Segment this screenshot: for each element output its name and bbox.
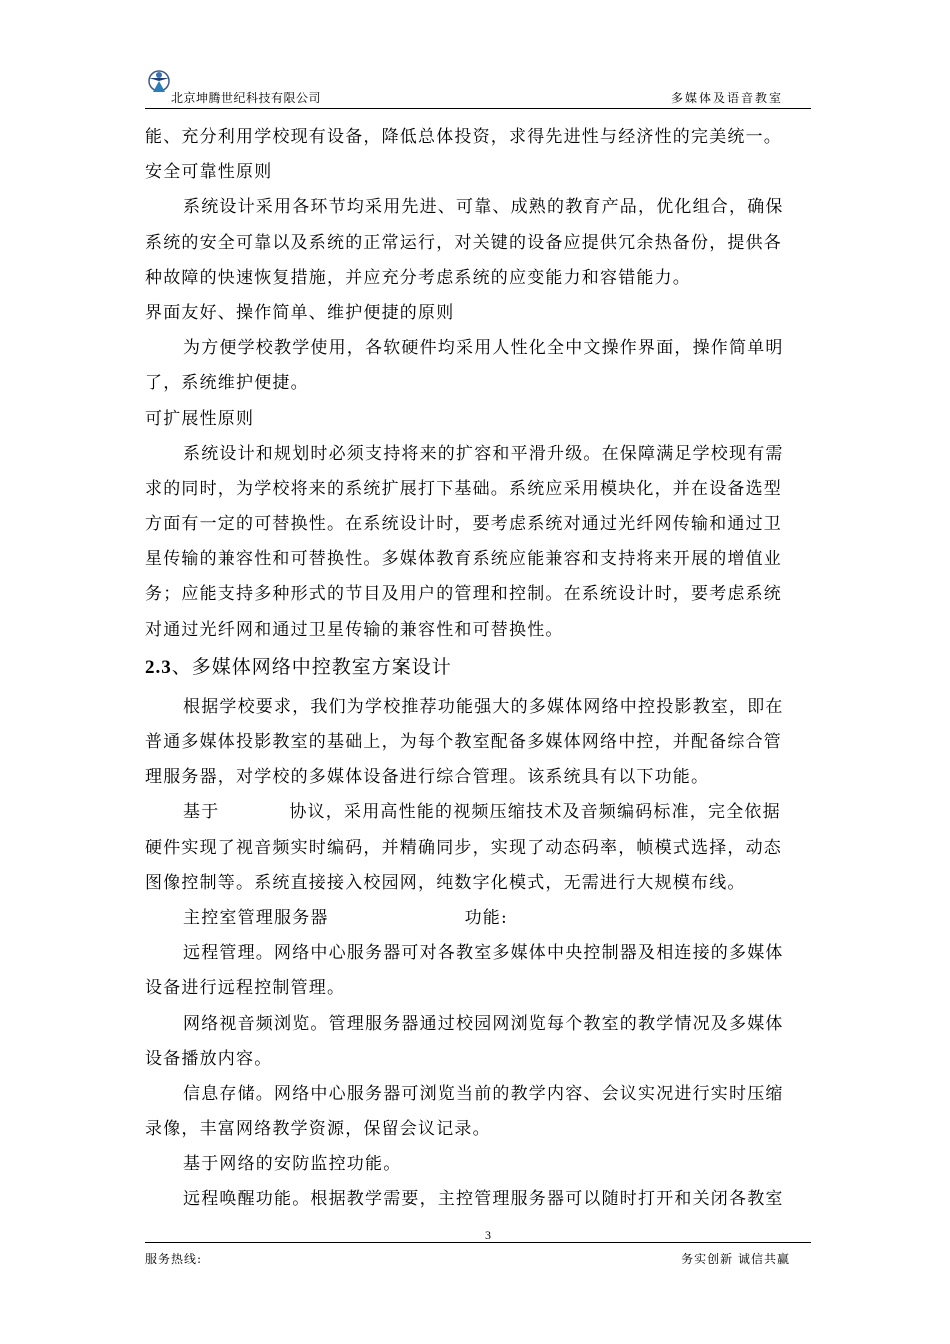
based-on-text: 基于 xyxy=(183,802,220,823)
header-title: 多媒体及语音教室 xyxy=(670,91,783,105)
footer-slogan: 务实创新 诚信共赢 xyxy=(681,1252,790,1266)
paragraph-line xyxy=(145,901,811,936)
document-body xyxy=(145,120,811,1218)
section-title: 界面友好、操作简单、维护便捷的原则 xyxy=(145,302,455,323)
paragraph-line: 方面有一定的可替换性。在系统设计时，要考虑系统对通过光纤网传输和通过卫 xyxy=(145,514,782,535)
paragraph-line: 了，系统维护便捷。 xyxy=(145,373,309,394)
paragraph-line xyxy=(145,795,811,830)
paragraph-line: 务；应能支持多种形式的节目及用户的管理和控制。在系统设计时，要考虑系统 xyxy=(145,584,782,605)
paragraph-line: 普通多媒体投影教室的基础上，为每个教室配备多媒体网络中控，并配备综合管 xyxy=(145,732,782,752)
paragraph-line: 理服务器，对学校的多媒体设备进行综合管理。该系统具有以下功能。 xyxy=(145,767,710,788)
section-title: 安全可靠性原则 xyxy=(145,162,273,183)
paragraph-line: 设备播放内容。 xyxy=(145,1048,273,1069)
based-on-rest: 协议，采用高性能的视频压缩技术及音频编码标准，完全依据 xyxy=(289,802,781,823)
main-server-text: 主控室管理服务器 xyxy=(183,907,329,928)
service-hotline: 服务热线: xyxy=(145,1252,203,1266)
paragraph-line: 远程唤醒功能。根据教学需要，主控管理服务器可以随时打开和关闭各教室 xyxy=(183,1189,784,1210)
company-name: 北京坤腾世纪科技有限公司 xyxy=(171,91,322,105)
footer-divider xyxy=(145,1242,811,1243)
paragraph-line: 求的同时，为学校将来的系统扩展打下基础。系统应采用模块化，并在设备选型 xyxy=(145,478,782,499)
paragraph-line: 录像，丰富网络教学资源，保留会议记录。 xyxy=(145,1119,491,1140)
paragraph-line: 网络视音频浏览。管理服务器通过校园网浏览每个教室的教学情况及多媒体 xyxy=(183,1013,784,1034)
paragraph-line: 图像控制等。系统直接接入校园网，纯数字化模式，无需进行大规模布线。 xyxy=(145,872,746,893)
paragraph-line: 为方便学校教学使用，各软硬件均采用人性化全中文操作界面，操作简单明 xyxy=(183,338,784,359)
page-number: 3 xyxy=(485,1228,491,1242)
paragraph-line: 信息存储。网络中心服务器可浏览当前的教学内容、会议实况进行实时压缩 xyxy=(183,1083,784,1104)
company-logo-icon xyxy=(145,68,173,96)
paragraph-line: 基于网络的安防监控功能。 xyxy=(183,1154,402,1175)
heading-title: 、多媒体网络中控教室方案设计 xyxy=(171,655,452,678)
main-server-function: 功能: xyxy=(464,907,508,928)
paragraph-line: 系统设计和规划时必须支持将来的扩容和平滑升级。在保障满足学校现有需 xyxy=(183,443,784,464)
section-title: 可扩展性原则 xyxy=(145,408,255,429)
paragraph-line: 系统的安全可靠以及系统的正常运行，对关键的设备应提供冗余热备份，提供各 xyxy=(145,232,782,253)
header-divider xyxy=(145,108,811,109)
section-heading xyxy=(145,648,811,686)
page-header xyxy=(145,68,811,108)
paragraph-line: 能、充分利用学校现有设备，降低总体投资，求得先进性与经济性的完美统一。 xyxy=(145,127,782,147)
paragraph-line: 种故障的快速恢复措施，并应充分考虑系统的应变能力和容错能力。 xyxy=(145,267,691,288)
paragraph-line: 远程管理。网络中心服务器可对各教室多媒体中央控制器及相连接的多媒体 xyxy=(183,943,784,964)
paragraph-line: 星传输的兼容性和可替换性。多媒体教育系统应能兼容和支持将来开展的增值业 xyxy=(145,549,782,570)
paragraph-line: 硬件实现了视音频实时编码，并精确同步，实现了动态码率，帧模式选择，动态 xyxy=(145,837,782,858)
paragraph-line: 设备进行远程控制管理。 xyxy=(145,978,346,999)
heading-number: 2.3 xyxy=(145,656,172,678)
paragraph-line: 系统设计采用各环节均采用先进、可靠、成熟的教育产品，优化组合，确保 xyxy=(183,197,784,218)
paragraph-line: 对通过光纤网和通过卫星传输的兼容性和可替换性。 xyxy=(145,619,564,640)
paragraph-line: 根据学校要求，我们为学校推荐功能强大的多媒体网络中控投影教室，即在 xyxy=(183,696,784,717)
